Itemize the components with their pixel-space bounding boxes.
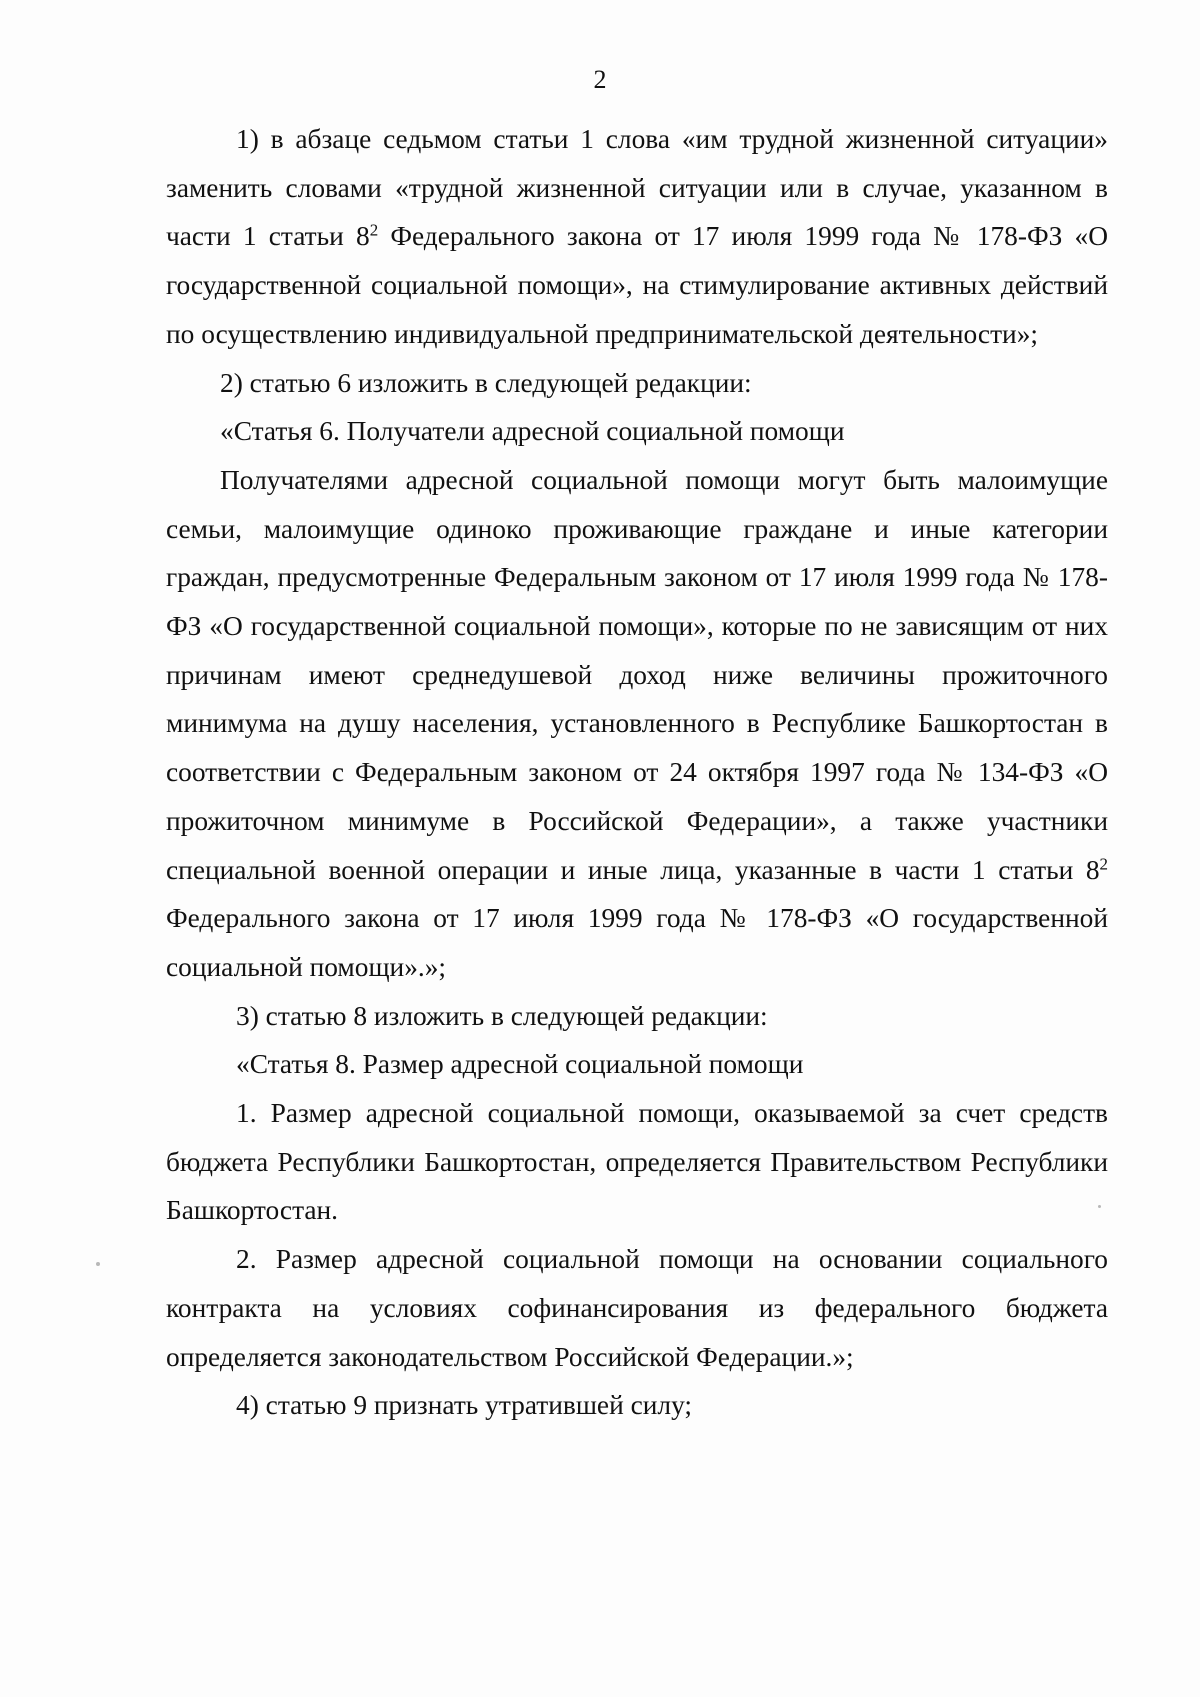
article-8-part-2: 2. Размер адресной социальной помощи на основании социального контракта на условиях софинансирования из федерального бюджета определяется законодательством Российской Федерации.»; bbox=[166, 1244, 1108, 1372]
article-6-superscript: 2 bbox=[1099, 854, 1108, 874]
item-1-text-a: 1) в абзаце седьмом статьи 1 слова «им трудной жизненной ситуации» заменить словами «трудной жизненной ситуации или в случае, указанном в части 1 статьи 8 bbox=[166, 124, 1108, 252]
item-1-paragraph bbox=[166, 115, 1108, 359]
article-6-text-a: Получателями адресной социальной помощи могут быть малоимущие семьи, малоимущие одиноко проживающие граждане и иные категории граждан, предусмотренные Федеральным законом от 17 июля 1999 года № 178-ФЗ «О государственной социальной помощи», которые по не зависящим от них причинам имеют среднедушевой доход ниже величины прожиточного минимума на душу населения, установленного в Республике Башкортостан в соответствии с Федеральным законом от 24 октября 1997 года № 134-ФЗ «О прожиточном минимуме в Российской Федерации», а также участники специальной военной операции и иные лица, указанные в части 1 статьи 8 bbox=[166, 464, 1108, 885]
item-3-paragraph: 3) статью 8 изложить в следующей редакции: bbox=[236, 1000, 768, 1031]
item-1-text-b: Федерального закона от 17 июля 1999 года № 178-ФЗ «О государственной социальной помощи», на стимулирование активных действий по осуществлению индивидуальной предпринимательской деятельности»; bbox=[166, 221, 1108, 349]
article-8-part-1: 1. Размер адресной социальной помощи, оказываемой за счет средств бюджета Республики Башкортостан, определяется Правительством Республики Башкортостан. bbox=[166, 1098, 1108, 1226]
page-number: 2 bbox=[593, 65, 607, 94]
article-6-body bbox=[166, 456, 1108, 992]
document-body bbox=[166, 115, 1108, 1430]
item-2-paragraph: 2) статью 6 изложить в следующей редакции: bbox=[220, 367, 752, 398]
scan-speck bbox=[1098, 1205, 1101, 1208]
item-4-paragraph: 4) статью 9 признать утратившей силу; bbox=[236, 1390, 693, 1421]
article-8-heading: «Статья 8. Размер адресной социальной помощи bbox=[236, 1049, 804, 1080]
scan-speck bbox=[96, 1262, 100, 1266]
article-6-heading: «Статья 6. Получатели адресной социальной помощи bbox=[220, 416, 845, 447]
article-6-text-b: Федерального закона от 17 июля 1999 года № 178-ФЗ «О государственной социальной помощи».»; bbox=[166, 903, 1108, 982]
item-1-superscript: 2 bbox=[369, 221, 379, 241]
